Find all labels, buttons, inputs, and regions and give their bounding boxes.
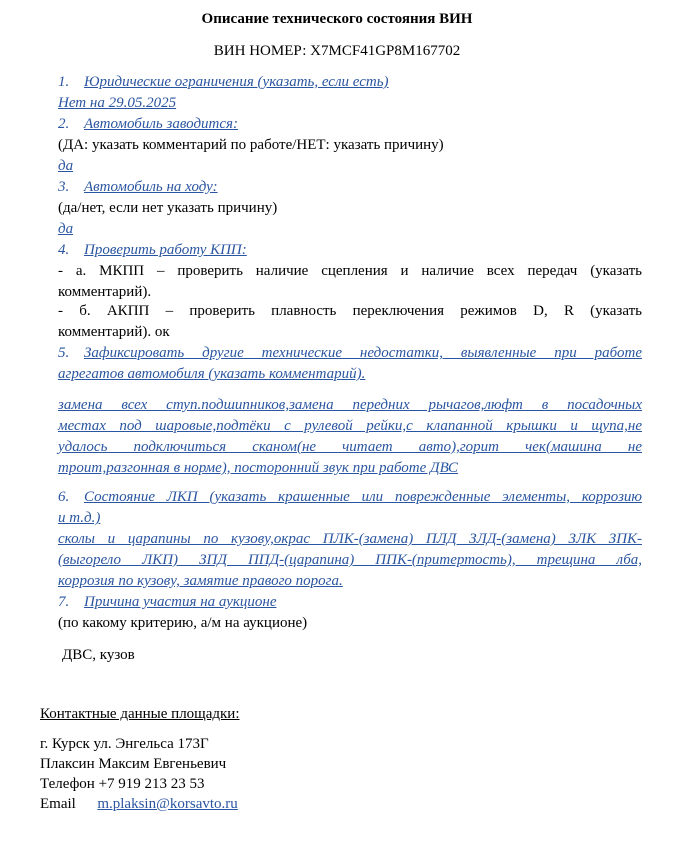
section-1-heading <box>58 72 642 92</box>
section-1-answer: Нет на 29.05.2025 <box>58 95 177 111</box>
section-7-answer: ДВС, кузов <box>62 647 135 663</box>
section-3-number: 3. <box>58 179 70 195</box>
section-7-note: (по какому критерию, а/м на аукционе) <box>58 615 308 631</box>
section-4-auto-line-2: комментарий). ок <box>58 324 170 340</box>
vin-number: ВИН НОМЕР: X7MCF41GP8M167702 <box>213 43 461 59</box>
contacts-person: Плаксин Максим Евгеньевич <box>40 756 227 772</box>
section-5-heading-line-2: агрегатов автомобиля (указать комментарий). <box>58 366 366 382</box>
section-1-number: 1. <box>58 74 70 90</box>
contacts-address: г. Курск ул. Энгельса 173Г <box>40 736 209 752</box>
contacts-heading: Контактные данные площадки: <box>40 706 240 722</box>
section-2-number: 2. <box>58 116 70 132</box>
section-6-heading-line-1 <box>58 487 642 507</box>
section-5-answer-line-1: замена всех ступ.подшипников,замена передних рычагов,люфт в посадочных <box>58 397 642 413</box>
section-3-heading <box>58 177 642 197</box>
section-7-number: 7. <box>58 594 70 610</box>
section-4-manual-line-2: комментарий). <box>58 284 152 300</box>
section-4-number: 4. <box>58 242 70 258</box>
section-6-heading-text-1: Состояние ЛКП (указать крашенные или поврежденные элементы, коррозию <box>84 489 642 505</box>
section-5-heading-line-1 <box>58 343 642 363</box>
contacts-email-label: Email <box>40 796 76 812</box>
section-6-answer-line-1: сколы и царапины по кузову,окрас ПЛК-(замена) ПЛД ЗЛД-(замена) ЗЛК ЗПК- <box>58 531 642 547</box>
section-4-heading <box>58 240 642 260</box>
section-7-heading-text: Причина участия на аукционе <box>84 594 277 610</box>
section-5-answer-line-3: удалось подключиться сканом(не читает авто),горит чек(машина не <box>58 439 642 455</box>
section-6-answer-line-3: коррозия по кузову, замятие правого порога. <box>58 573 343 589</box>
contacts-email-link[interactable]: m.plaksin@korsavto.ru <box>97 796 238 812</box>
section-3-heading-text: Автомобиль на ходу: <box>84 179 218 195</box>
section-6-number: 6. <box>58 489 70 505</box>
section-3-answer: да <box>58 221 74 237</box>
document-title: Описание технического состояния ВИН <box>201 11 473 27</box>
section-2-answer: да <box>58 158 74 174</box>
section-5-number: 5. <box>58 345 70 361</box>
contacts-email-row <box>40 794 238 814</box>
section-5-answer-line-2: местах под шаровые,подтёки с рулевой рейки,с клапанной крышки и щупа,не <box>58 418 642 434</box>
section-2-heading-text: Автомобиль заводится: <box>84 116 238 132</box>
section-7-heading <box>58 592 642 612</box>
section-4-heading-text: Проверить работу КПП: <box>84 242 247 258</box>
contacts-phone: Телефон +7 919 213 23 53 <box>40 776 205 792</box>
section-4-auto-line-1: - б. АКПП – проверить плавность переключения режимов D, R (указать <box>58 303 642 319</box>
section-6-heading-line-2: и т.д.) <box>58 510 101 526</box>
section-3-note: (да/нет, если нет указать причину) <box>58 200 278 216</box>
section-6-answer-line-2: (выгорело ЛКП) ЗПД ППД-(царапина) ППК-(притертость), трещина лба, <box>58 552 642 568</box>
section-1-heading-text: Юридические ограничения (указать, если есть) <box>84 74 389 90</box>
section-4-manual-line-1: - а. МКПП – проверить наличие сцепления и наличие всех передач (указать <box>58 263 642 279</box>
section-2-heading <box>58 114 642 134</box>
section-5-answer-line-4: троит,разгонная в норме), посторонний звук при работе ДВС <box>58 460 459 476</box>
section-2-note: (ДА: указать комментарий по работе/НЕТ: указать причину) <box>58 137 444 153</box>
section-5-heading-text-1: Зафиксировать другие технические недостатки, выявленные при работе <box>84 345 642 361</box>
